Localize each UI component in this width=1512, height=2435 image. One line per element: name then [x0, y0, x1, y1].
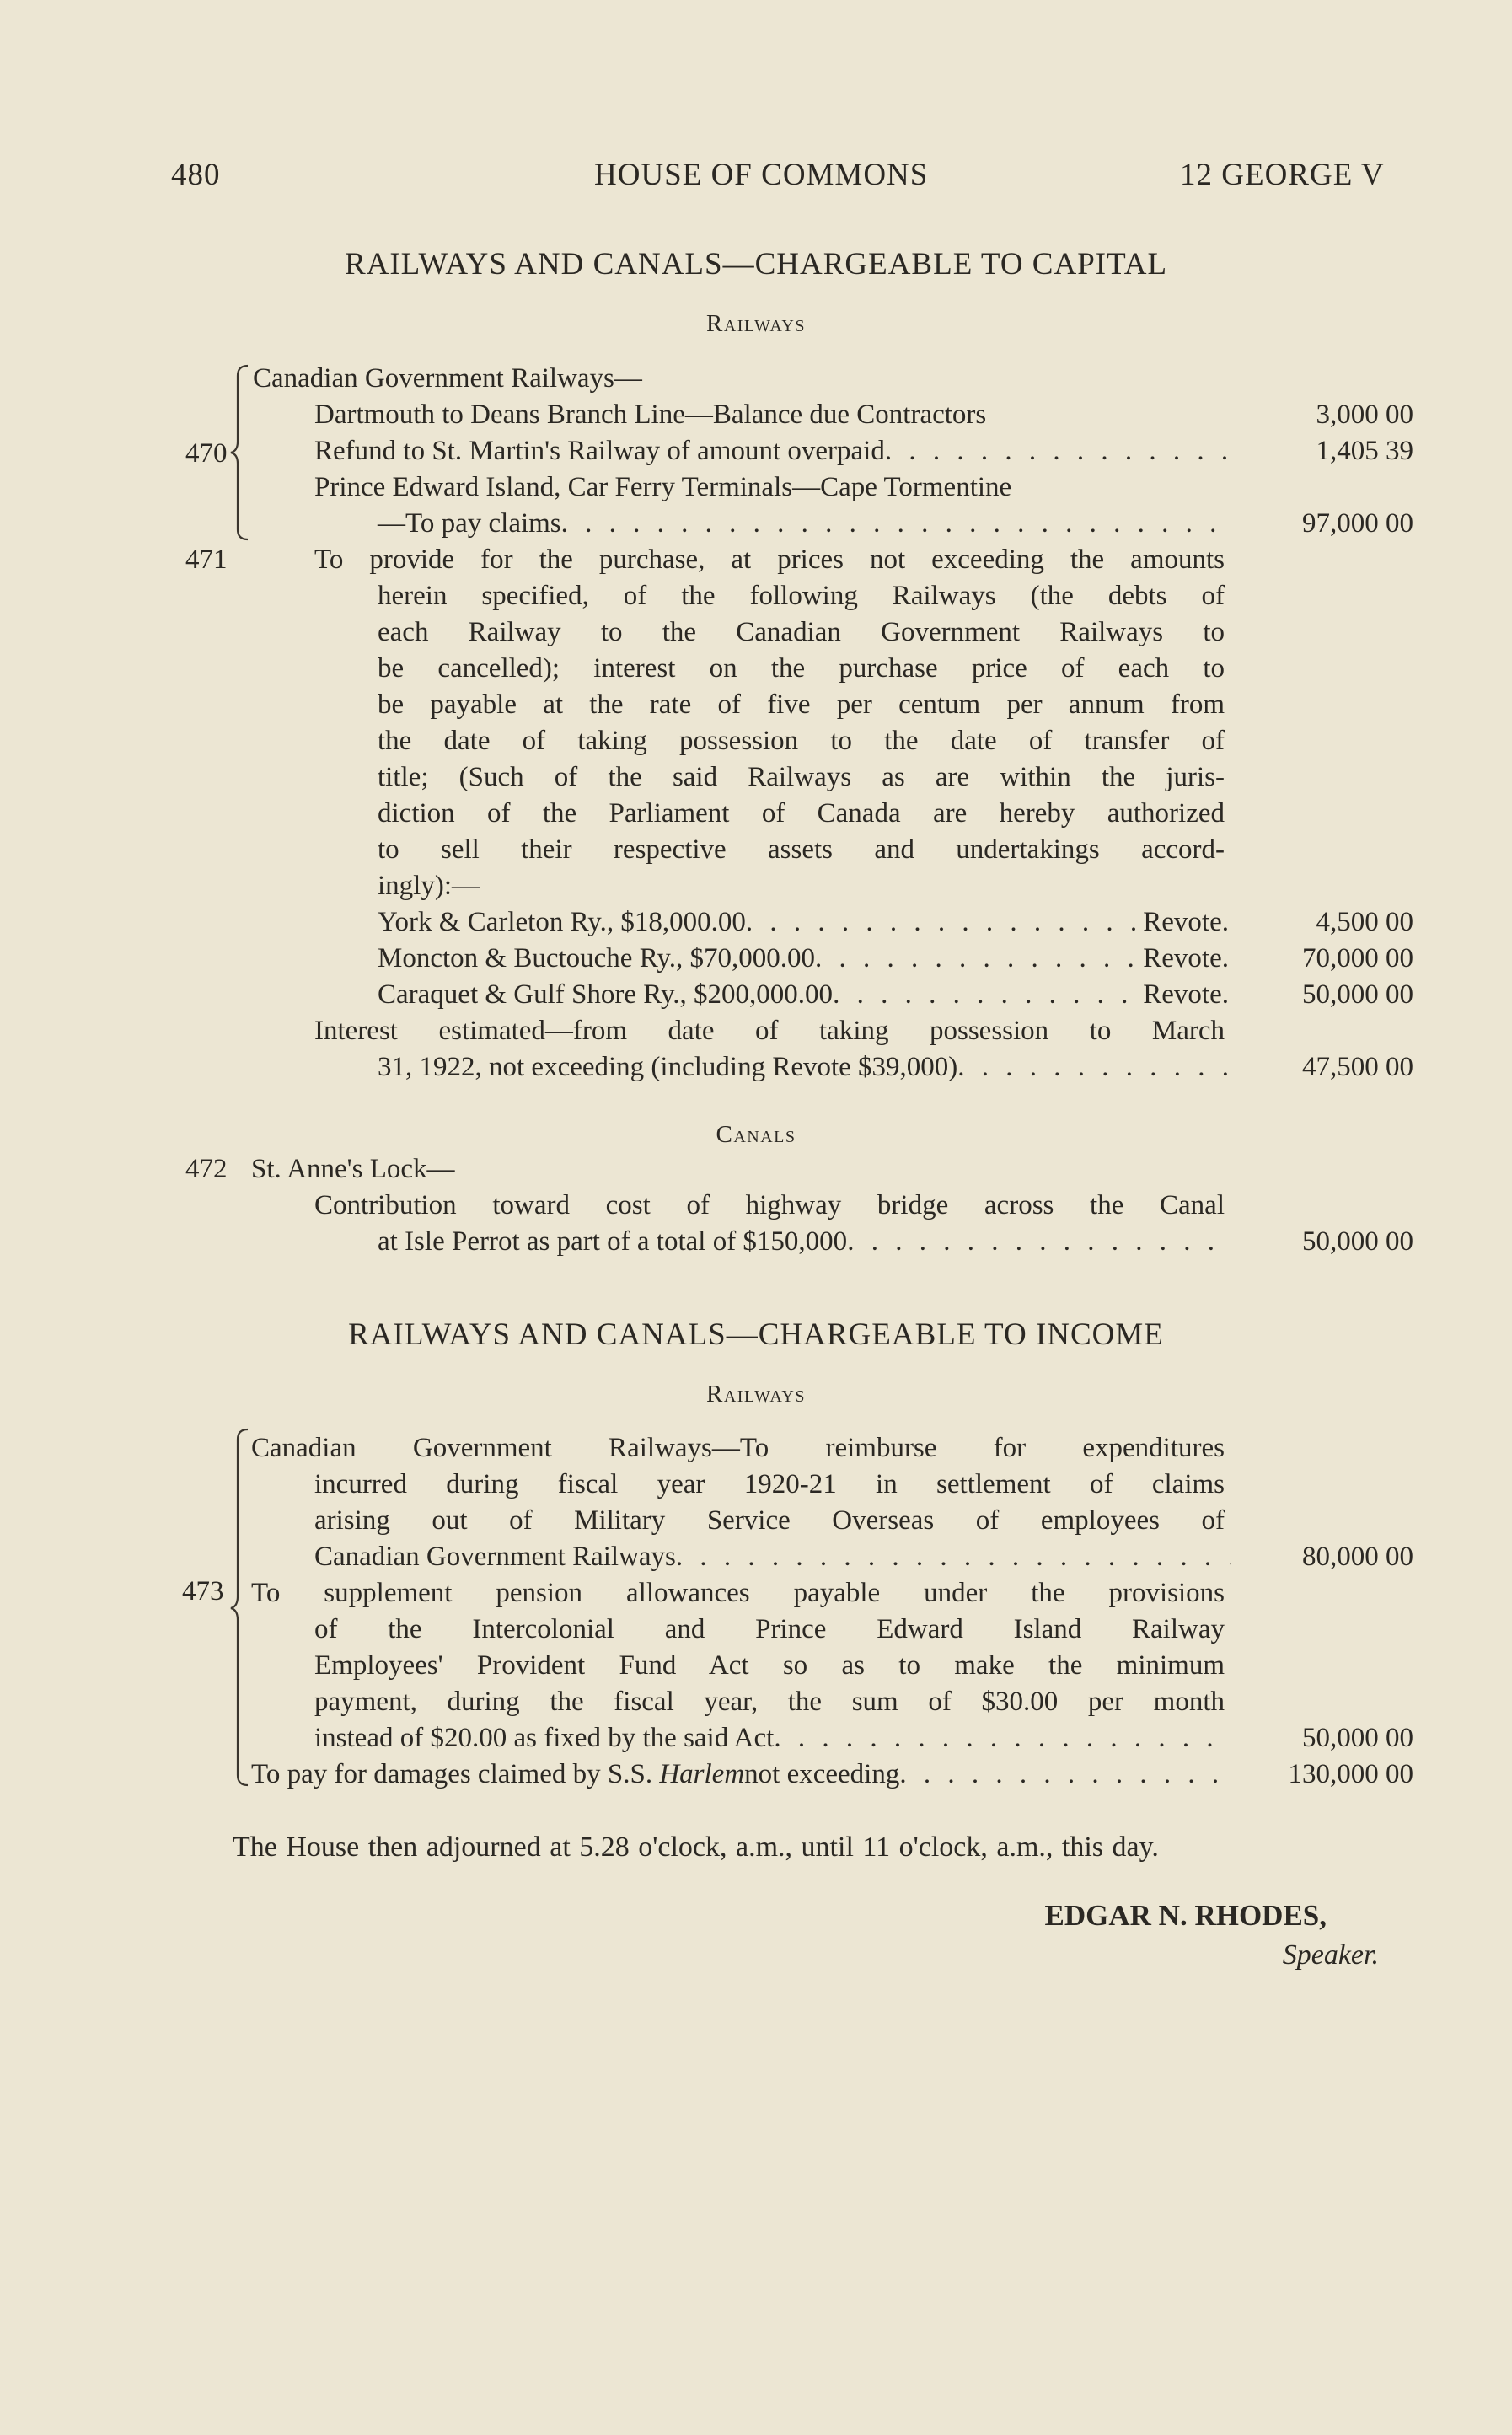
section-heading-income: RAILWAYS AND CANALS—CHARGEABLE TO INCOME — [348, 1317, 1164, 1352]
item-number-472: 472 — [185, 1154, 228, 1184]
item-470-amount-4: 97,000 00 — [1302, 508, 1413, 539]
item-471-text-line: the date of taking possession to the date of transfer of — [378, 726, 1225, 756]
item-470-amount-1: 3,000 00 — [1316, 400, 1413, 430]
item-473-para-1-line: arising out of Military Service Overseas of employees of — [314, 1505, 1225, 1536]
item-472-amount: 50,000 00 — [1302, 1226, 1413, 1257]
item-471-text-line: ingly):— — [378, 871, 480, 901]
section-heading-capital: RAILWAYS AND CANALS—CHARGEABLE TO CAPITAL — [344, 247, 1168, 282]
item-number-470: 470 — [185, 438, 228, 469]
subheading-railways-capital: Railways — [705, 310, 806, 337]
subheading-canals: Canals — [716, 1121, 796, 1148]
railway-amount-york-carleton: 4,500 00 — [1316, 907, 1413, 937]
item-473-amount-2: 50,000 00 — [1302, 1723, 1413, 1753]
railway-entry-caraquet-gulf-shore: Caraquet & Gulf Shore Ry., $200,000.00 . . . Revote. — [378, 977, 1229, 1013]
item-473-para-1-line: Canadian Government Railways . . . — [314, 1539, 1231, 1575]
item-472-line-1: Contribution toward cost of highway bridge across the Canal — [314, 1190, 1225, 1220]
item-473-amount-3: 130,000 00 — [1288, 1759, 1413, 1789]
item-473-para-2-line: payment, during the fiscal year, the sum of $30.00 per month — [314, 1687, 1225, 1717]
item-470-amount-2: 1,405 39 — [1316, 436, 1413, 466]
item-number-473: 473 — [182, 1576, 224, 1606]
item-473-para-2-line: instead of $20.00 as fixed by the said Act . . . — [314, 1720, 1231, 1757]
regnal-year: 12 GEORGE V — [1180, 158, 1385, 192]
signatory-role: Speaker. — [1282, 1939, 1379, 1971]
item-473-para-3: To pay for damages claimed by S.S. Harlem not exceeding . . . — [251, 1757, 1231, 1793]
item-470-line-3: Prince Edward Island, Car Ferry Terminals—Cape Tormentine — [314, 472, 1012, 502]
signatory-name: EDGAR N. RHODES, — [1044, 1899, 1327, 1932]
item-471-text-line: to sell their respective assets and undertakings accord- — [378, 834, 1225, 865]
item-473-para-1-line: incurred during fiscal year 1920-21 in settlement of claims — [314, 1469, 1225, 1499]
item-473-para-2-line: Employees' Provident Fund Act so as to make the minimum — [314, 1650, 1225, 1681]
brace-473 — [229, 1428, 251, 1789]
interest-line-2: 31, 1922, not exceeding (including Revote $39,000) . . . — [378, 1049, 1231, 1086]
item-472-title: St. Anne's Lock— — [251, 1154, 455, 1184]
railway-entry-york-carleton: York & Carleton Ry., $18,000.00 . . . Revote. — [378, 904, 1229, 941]
item-471-text-line: each Railway to the Canadian Government Railways to — [378, 617, 1225, 647]
item-472-line-2: at Isle Perrot as part of a total of $150,000 . . . — [378, 1224, 1231, 1260]
item-473-para-1-line: Canadian Government Railways—To reimburse for expenditures — [251, 1433, 1225, 1463]
railway-amount-caraquet-gulf-shore: 50,000 00 — [1302, 979, 1413, 1010]
subheading-railways-income: Railways — [705, 1381, 806, 1408]
interest-line-1: Interest estimated—from date of taking possession to March — [314, 1016, 1225, 1046]
item-473-amount-1: 80,000 00 — [1302, 1542, 1413, 1572]
item-470-line-2: Refund to St. Martin's Railway of amount overpaid . . . — [314, 433, 1231, 469]
item-473-para-2-line: To supplement pension allowances payable under the provisions — [251, 1578, 1225, 1608]
item-470-line-4: —To pay claims . . . — [378, 506, 1231, 542]
page-number: 480 — [171, 158, 221, 192]
item-471-text-line: be payable at the rate of five per centum per annum from — [378, 689, 1225, 720]
brace-470 — [229, 364, 251, 541]
item-471-text-line: be cancelled); interest on the purchase price of each to — [378, 653, 1225, 684]
item-471-text-line: To provide for the purchase, at prices not exceeding the amounts — [314, 544, 1225, 575]
interest-amount: 47,500 00 — [1302, 1052, 1413, 1082]
railway-entry-moncton-buctouche: Moncton & Buctouche Ry., $70,000.00 . . . Revote. — [378, 941, 1229, 977]
item-470-intro: Canadian Government Railways— — [253, 363, 642, 394]
ship-name: Harlem — [659, 1759, 745, 1789]
item-number-471: 471 — [185, 544, 228, 575]
item-471-text-line: title; (Such of the said Railways as are within the juris- — [378, 762, 1225, 792]
item-471-text-line: diction of the Parliament of Canada are hereby authorized — [378, 798, 1225, 829]
item-473-para-2-line: of the Intercolonial and Prince Edward Island Railway — [314, 1614, 1225, 1644]
item-470-line-1: Dartmouth to Deans Branch Line—Balance due Contractors — [314, 400, 987, 430]
adjournment-notice: The House then adjourned at 5.28 o'clock, a.m., until 11 o'clock, a.m., this day. — [233, 1832, 1159, 1863]
item-471-text-line: herein specified, of the following Railways (the debts of — [378, 581, 1225, 611]
running-title: HOUSE OF COMMONS — [594, 158, 929, 192]
railway-amount-moncton-buctouche: 70,000 00 — [1302, 943, 1413, 973]
